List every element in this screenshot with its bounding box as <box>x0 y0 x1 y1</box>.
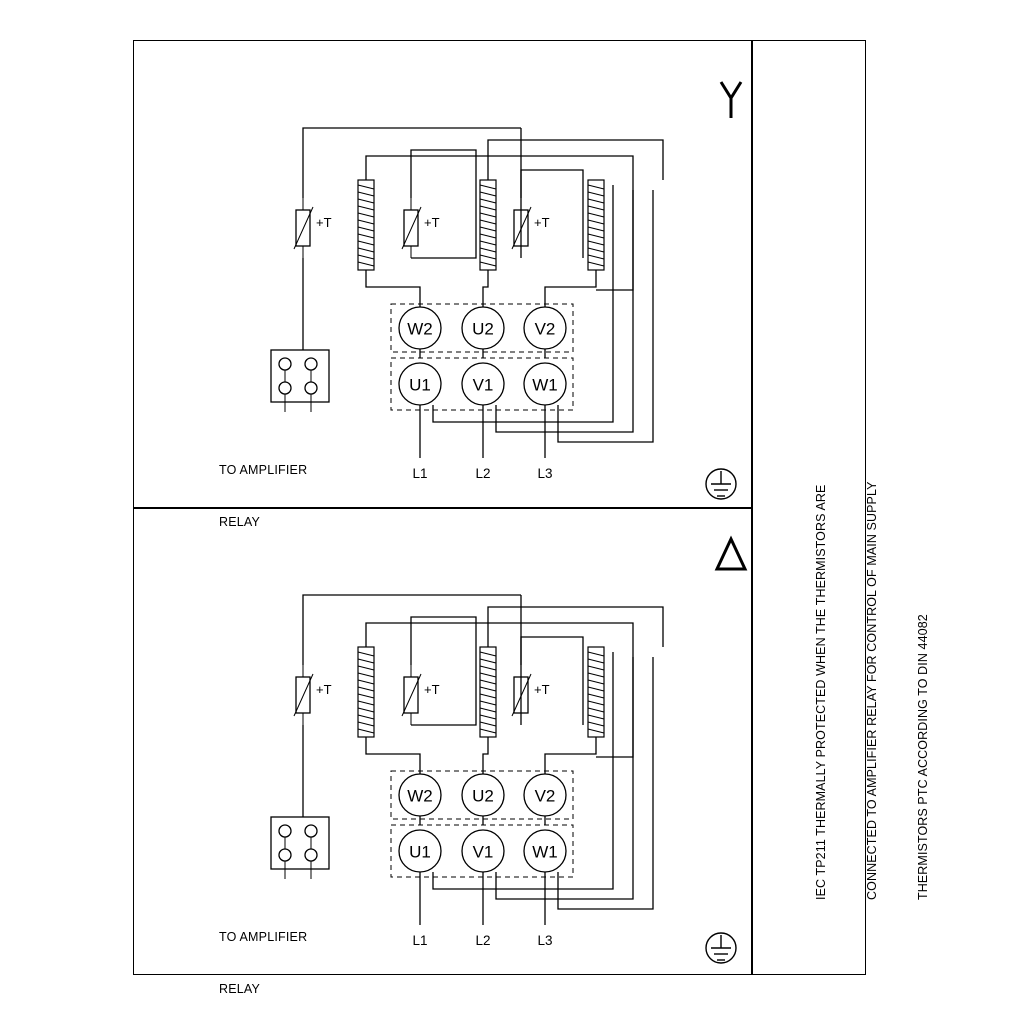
earth-ground-symbol <box>706 469 736 499</box>
coil-link-u <box>483 737 488 774</box>
phase-label-L2: L2 <box>475 466 491 481</box>
coil-w <box>358 647 374 737</box>
phase-label-L2: L2 <box>475 933 491 948</box>
amplifier-label-line-2: RELAY <box>219 982 261 996</box>
svg-text:U1: U1 <box>409 375 431 395</box>
thermistor-label-1: +T <box>316 215 332 230</box>
phase-label-L1: L1 <box>412 933 428 948</box>
terminal-W1 <box>524 363 566 405</box>
coil-link-v <box>545 737 596 774</box>
coil-link-v <box>545 270 596 307</box>
svg-text:V2: V2 <box>534 319 556 339</box>
coil-link-u <box>483 270 488 307</box>
coil-w <box>358 180 374 270</box>
thermistor-2 <box>402 198 440 258</box>
terminal-U1 <box>399 363 441 405</box>
phase-label-L3: L3 <box>537 466 553 481</box>
star-point-link <box>420 349 545 358</box>
panel-star <box>133 40 752 529</box>
thermistor-2 <box>402 665 440 725</box>
delta-symbol <box>717 539 745 569</box>
coil-u <box>480 180 496 270</box>
coil-link-w <box>366 737 420 774</box>
terminal-U1 <box>399 830 441 872</box>
terminal-W2 <box>399 307 441 349</box>
thermistor-1 <box>294 665 332 725</box>
thermistor-1 <box>294 198 332 258</box>
phase-label-L1: L1 <box>412 466 428 481</box>
svg-text:U2: U2 <box>472 786 494 806</box>
coil-link-w <box>366 270 420 307</box>
side-note-line-1: IEC TP211 THERMALLY PROTECTED WHEN THE THERMISTORS ARE <box>814 484 828 900</box>
terminal-V2 <box>524 774 566 816</box>
terminal-W1 <box>524 830 566 872</box>
amplifier-label-line-1: TO AMPLIFIER <box>219 463 308 477</box>
side-note <box>779 481 966 900</box>
svg-text:V1: V1 <box>472 375 494 395</box>
amplifier-terminal-block <box>271 817 329 879</box>
thermistor-3 <box>512 665 550 725</box>
thermistor-3 <box>512 198 550 258</box>
svg-text:W1: W1 <box>532 375 558 395</box>
thermistor-label-2: +T <box>424 682 440 697</box>
delta-bridge-links <box>420 816 545 825</box>
svg-text:V2: V2 <box>534 786 556 806</box>
earth-ground-symbol <box>706 933 736 963</box>
svg-text:U1: U1 <box>409 842 431 862</box>
amplifier-terminal-block <box>271 350 329 412</box>
thermistor-label-3: +T <box>534 682 550 697</box>
thermistor-label-1: +T <box>316 682 332 697</box>
phase-label-L3: L3 <box>537 933 553 948</box>
svg-text:W1: W1 <box>532 842 558 862</box>
thermistor-label-3: +T <box>534 215 550 230</box>
svg-text:W2: W2 <box>407 319 433 339</box>
svg-text:V1: V1 <box>472 842 494 862</box>
thermistor-label-2: +T <box>424 215 440 230</box>
terminal-W2 <box>399 774 441 816</box>
svg-text:U2: U2 <box>472 319 494 339</box>
terminal-U2 <box>462 307 504 349</box>
terminal-U2 <box>462 774 504 816</box>
terminal-V1 <box>462 363 504 405</box>
coil-v <box>588 647 604 737</box>
side-note-line-3: THERMISTORS PTC ACCORDING TO DIN 44082 <box>916 614 930 900</box>
side-note-line-2: CONNECTED TO AMPLIFIER RELAY FOR CONTROL OF MAIN SUPPLY <box>865 481 879 900</box>
amplifier-label-line-1: TO AMPLIFIER <box>219 930 308 944</box>
terminal-V1 <box>462 830 504 872</box>
coil-v <box>588 180 604 270</box>
terminal-V2 <box>524 307 566 349</box>
amplifier-label-line-2: RELAY <box>219 515 261 529</box>
amplifier-label-delta <box>219 900 307 1027</box>
coil-u <box>480 647 496 737</box>
svg-text:W2: W2 <box>407 786 433 806</box>
panel-delta <box>133 507 752 996</box>
star-symbol <box>721 82 741 118</box>
